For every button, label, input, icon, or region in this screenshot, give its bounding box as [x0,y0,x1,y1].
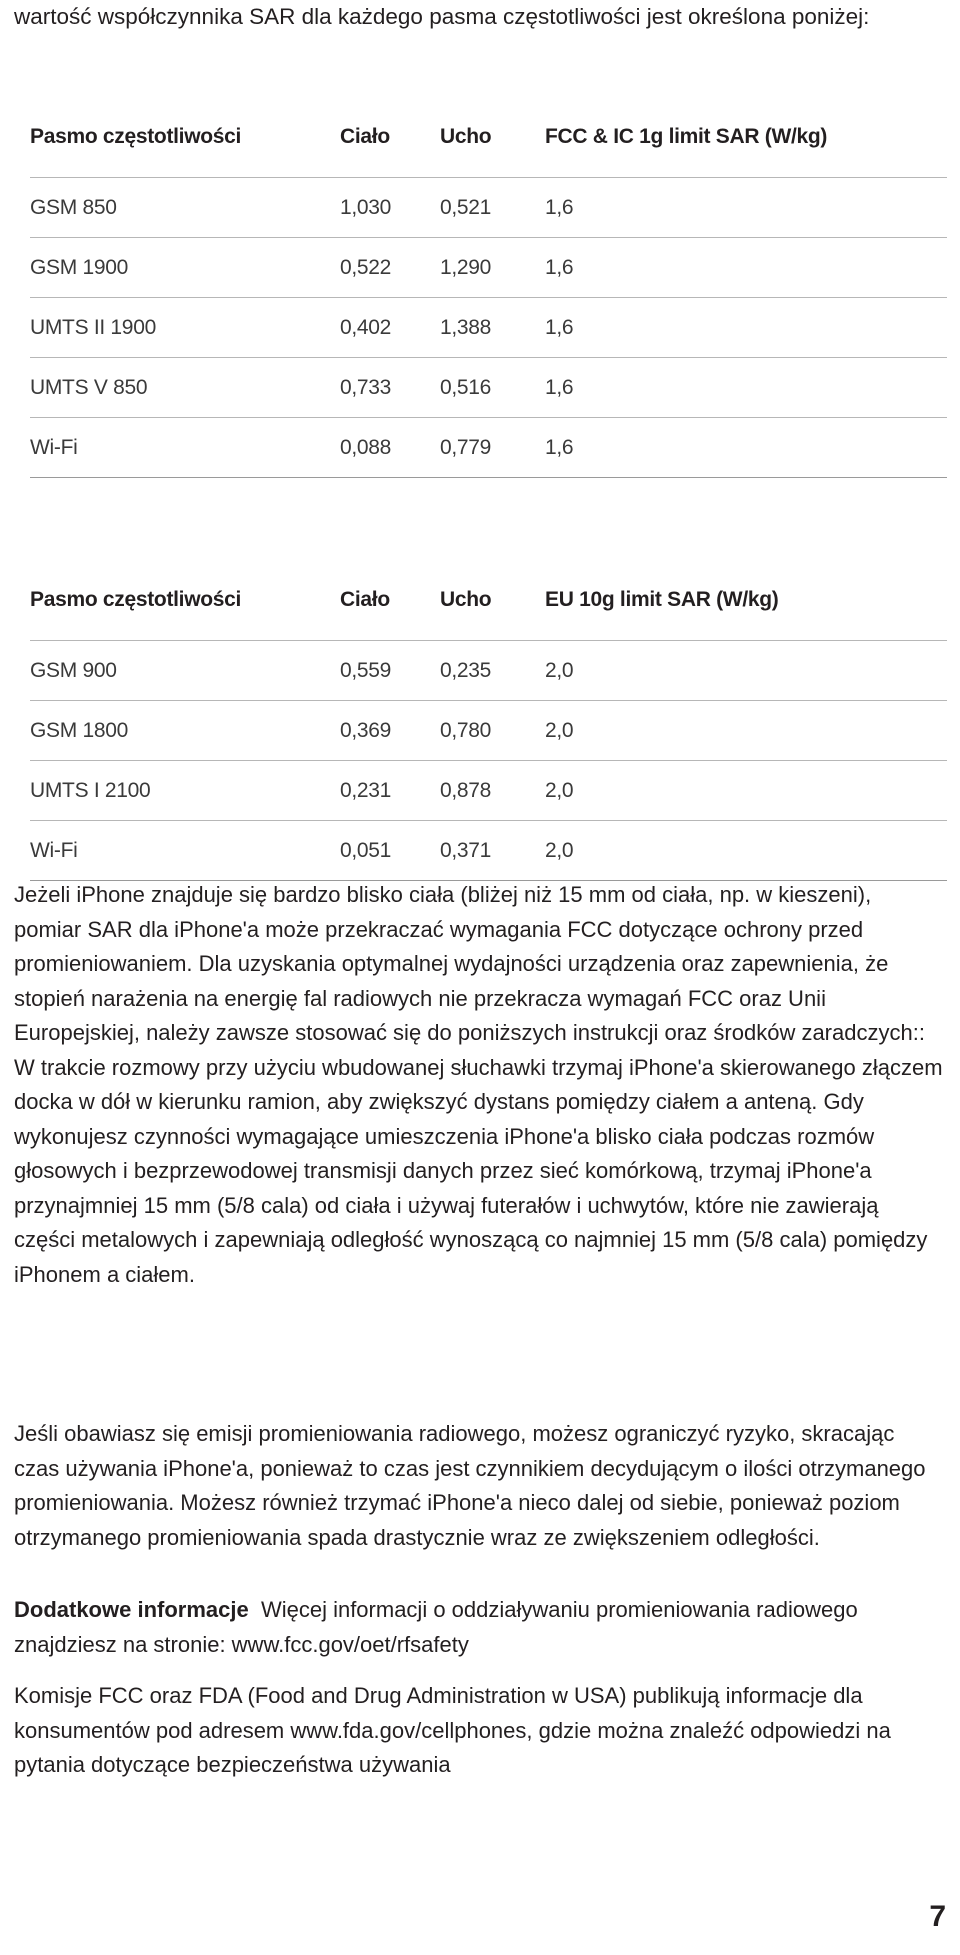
table-header-row [30,97,947,178]
table-row [30,178,947,238]
cell-ear: 0,371 [440,821,545,881]
additional-info-paragraph [14,1593,944,1662]
exposure-paragraph: Jeśli obawiasz się emisji promieniowania radiowego, możesz ograniczyć ryzyko, skracając czas używania iPhone'a, ponieważ to czas jest czynnikiem decydującym o ilości otrzymanego promieniowania. Możesz również trzymać iPhone'a nieco dalej od siebie, ponieważ poziom otrzymanego promieniowania spada drastycznie wraz ze zwiększeniem odległości. [14,1421,926,1550]
cell-ear: 0,235 [440,641,545,701]
table-row [30,761,947,821]
cell-limit: 1,6 [545,298,947,358]
page-number: 7 [929,1900,946,1933]
cell-body: 0,369 [340,701,440,761]
cell-band: UMTS I 2100 [30,761,340,821]
cell-body: 0,051 [340,821,440,881]
header-ear: Ucho [440,97,545,178]
cell-limit: 2,0 [545,701,947,761]
cell-ear: 0,521 [440,178,545,238]
cell-body: 0,088 [340,418,440,478]
cell-ear: 0,878 [440,761,545,821]
cell-body: 0,559 [340,641,440,701]
cell-limit: 1,6 [545,418,947,478]
header-frequency-band: Pasmo częstotliwości [30,560,340,641]
proximity-paragraph: Jeżeli iPhone znajduje się bardzo blisko ciała (bliżej niż 15 mm od ciała, np. w kieszeni), pomiar SAR dla iPhone'a może przekraczać wymagania FCC dotyczące ochrony przed promieniowaniem. Dla uzyskania optymalnej wydajności urządzenia oraz zapewnienia, że stopień narażenia na energię fal radiowych nie przekracza wymagań FCC oraz Unii Europejskiej, należy zawsze stosować się do poniższych instrukcji oraz środków zaradczych:: W trakcie rozmowy przy użyciu wbudowanej słuchawki trzymaj iPhone'a skierowanego złączem docka w dół w kierunku ramion, aby zwiększyć dystans pomiędzy ciałem a anteną. Gdy wykonujesz czynności wymagające umieszczenia iPhone'a blisko ciała podczas rozmów głosowych i bezprzewodowej transmisji danych przez sieć komórkową, trzymaj iPhone'a przynajmniej 15 mm (5/8 cala) od ciała i używaj futerałów i uchwytów, które nie zawierają części metalowych i zapewniają odległość wynoszącą co najmniej 15 mm (5/8 cala) pomiędzy iPhonem a ciałem. [14,882,943,1287]
table-header-row [30,560,947,641]
table-row [30,358,947,418]
table-row [30,641,947,701]
fcc-fda-paragraph: Komisje FCC oraz FDA (Food and Drug Administration w USA) publikują informacje dla konsumentów pod adresem www.fda.gov/cellphones, gdzie można znaleźć odpowiedzi na pytania dotyczące bezpieczeństwa używania [14,1683,891,1777]
cell-ear: 0,516 [440,358,545,418]
cell-body: 0,522 [340,238,440,298]
header-ear: Ucho [440,560,545,641]
header-body: Ciało [340,97,440,178]
cell-limit: 2,0 [545,821,947,881]
cell-band: GSM 1900 [30,238,340,298]
intro-text: wartość współczynnika SAR dla każdego pasma częstotliwości jest określona poniżej: [14,4,870,29]
cell-band: UMTS II 1900 [30,298,340,358]
cell-limit: 2,0 [545,761,947,821]
table-row [30,238,947,298]
cell-band: UMTS V 850 [30,358,340,418]
cell-limit: 1,6 [545,178,947,238]
cell-band: Wi-Fi [30,418,340,478]
fcc-sar-table [30,97,947,478]
table-row [30,701,947,761]
header-limit: EU 10g limit SAR (W/kg) [545,560,947,641]
additional-info-heading: Dodatkowe informacje [14,1597,249,1622]
header-limit: FCC & IC 1g limit SAR (W/kg) [545,97,947,178]
cell-body: 1,030 [340,178,440,238]
cell-band: GSM 1800 [30,701,340,761]
cell-ear: 1,388 [440,298,545,358]
cell-band: GSM 900 [30,641,340,701]
eu-sar-table [30,560,947,881]
cell-limit: 1,6 [545,238,947,298]
cell-band: Wi-Fi [30,821,340,881]
cell-ear: 0,779 [440,418,545,478]
header-frequency-band: Pasmo częstotliwości [30,97,340,178]
table-row [30,298,947,358]
cell-body: 0,402 [340,298,440,358]
cell-band: GSM 850 [30,178,340,238]
additional-info-text: Więcej informacji o oddziaływaniu promieniowania radiowego znajdziesz na stronie: www.fcc.gov/oet/rfsafety [14,1597,858,1657]
cell-body: 0,231 [340,761,440,821]
cell-limit: 2,0 [545,641,947,701]
header-body: Ciało [340,560,440,641]
cell-body: 0,733 [340,358,440,418]
table-row [30,418,947,478]
cell-limit: 1,6 [545,358,947,418]
cell-ear: 1,290 [440,238,545,298]
table-row [30,821,947,881]
cell-ear: 0,780 [440,701,545,761]
